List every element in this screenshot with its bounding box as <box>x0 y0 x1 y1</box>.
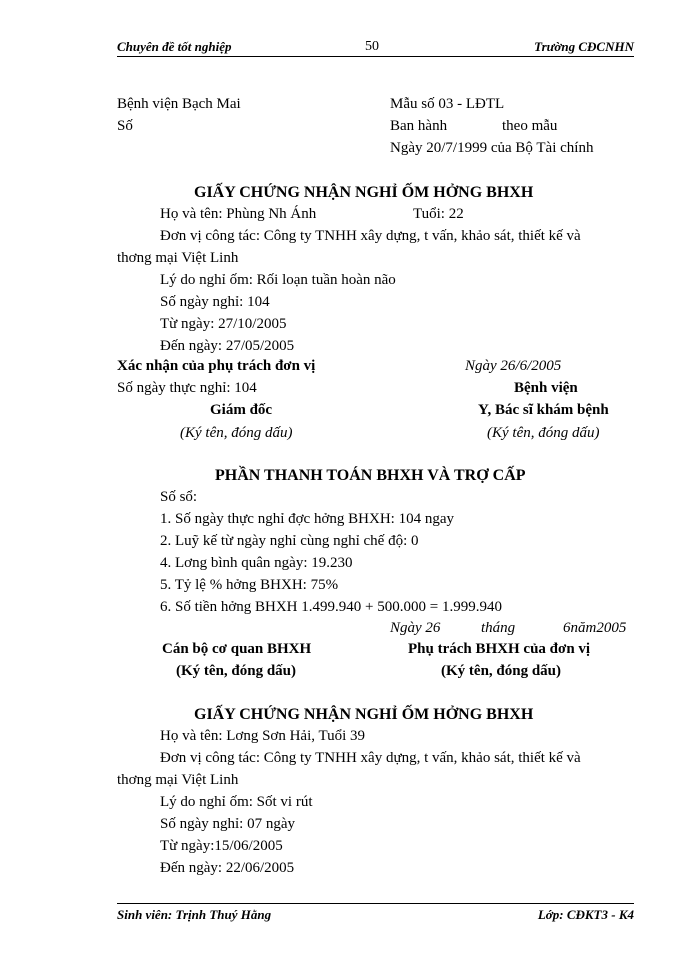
decree-date: Ngày 20/7/1999 của Bộ Tài chính <box>390 140 594 156</box>
form-number: Mẫu số 03 - LĐTL <box>390 96 505 112</box>
page-number: 50 <box>365 39 379 54</box>
cert1-unit-line2: thơng mại Việt Linh <box>117 250 239 266</box>
payment-so-so: Số sổ: <box>160 489 198 505</box>
cert2-reason: Lý do nghỉ ốm: Sốt vi rút <box>160 794 313 810</box>
cert1-doctor: Y, Bác sĩ khám bệnh <box>478 402 609 418</box>
cert1-actual-days: Số ngày thực nghỉ: 104 <box>117 380 257 396</box>
payment-right-signer: Phụ trách BHXH của đơn vị <box>408 641 591 657</box>
payment-date-month: tháng <box>481 620 516 636</box>
cert1-from: Từ ngày: 27/10/2005 <box>160 316 287 332</box>
cert1-date-signed: Ngày 26/6/2005 <box>465 358 562 374</box>
payment-item-2: 2. Luỹ kế từ ngày nghỉ cùng nghỉ chế độ: 0 <box>160 533 419 549</box>
theo-mau-label: theo mẫu <box>502 118 558 134</box>
issued-label: Ban hành <box>390 118 448 134</box>
cert1-unit-line1: Đơn vị công tác: Công ty TNHH xây dựng, t vấn, khảo sát, thiết kế và <box>160 228 581 244</box>
cert2-name: Họ và tên: Lơng Sơn Hải, Tuổi 39 <box>160 728 366 744</box>
cert1-sign-right: (Ký tên, đóng dấu) <box>487 425 600 441</box>
so-label: Số <box>117 118 133 134</box>
cert1-sign-left: (Ký tên, đóng dấu) <box>180 425 293 441</box>
cert2-unit-line2: thơng mại Việt Linh <box>117 772 239 788</box>
cert2-unit-line1: Đơn vị công tác: Công ty TNHH xây dựng, t vấn, khảo sát, thiết kế và <box>160 750 581 766</box>
payment-date-year: 6năm2005 <box>563 620 627 636</box>
cert1-days: Số ngày nghỉ: 104 <box>160 294 270 310</box>
header-right: Trường CĐCNHN <box>534 39 634 54</box>
payment-item-3: 4. Lơng bình quân ngày: 19.230 <box>160 555 353 571</box>
cert2-title: GIẤY CHỨNG NHẬN NGHỈ ỐM HỞNG BHXH <box>194 706 534 723</box>
payment-item-4: 5. Tỷ lệ % hởng BHXH: 75% <box>160 577 339 593</box>
header-left: Chuyên đề tốt nghiệp <box>117 39 232 54</box>
cert1-director: Giám đốc <box>210 402 273 418</box>
payment-sign-left: (Ký tên, đóng dấu) <box>176 663 297 679</box>
cert1-reason: Lý do nghỉ ốm: Rối loạn tuần hoàn não <box>160 272 396 288</box>
hospital-name: Bệnh viện Bạch Mai <box>117 96 241 112</box>
payment-title: PHẦN THANH TOÁN BHXH VÀ TRỢ CẤP <box>215 467 526 484</box>
cert2-from: Từ ngày:15/06/2005 <box>160 838 283 854</box>
cert2-to: Đến ngày: 22/06/2005 <box>160 860 295 876</box>
footer-left: Sinh viên: Trịnh Thuý Hằng <box>117 907 272 922</box>
payment-sign-right: (Ký tên, đóng dấu) <box>441 663 562 679</box>
cert2-days: Số ngày nghỉ: 07 ngày <box>160 816 295 832</box>
cert1-age: Tuổi: 22 <box>413 206 464 222</box>
footer-right: Lớp: CĐKT3 - K4 <box>537 907 634 922</box>
cert1-hospital-label: Bệnh viện <box>514 380 578 396</box>
cert1-to: Đến ngày: 27/05/2005 <box>160 338 295 354</box>
page-footer <box>117 903 634 924</box>
payment-left-signer: Cán bộ cơ quan BHXH <box>162 641 312 657</box>
cert1-confirm: Xác nhận của phụ trách đơn vị <box>117 358 316 374</box>
cert1-name: Họ và tên: Phùng Nh Ánh <box>160 206 317 222</box>
payment-date-day: Ngày 26 <box>390 620 441 636</box>
payment-item-5: 6. Số tiền hởng BHXH 1.499.940 + 500.000 = 1.999.940 <box>160 599 502 615</box>
payment-item-1: 1. Số ngày thực nghỉ đợc hởng BHXH: 104 ngay <box>160 511 454 527</box>
page-header <box>117 38 634 57</box>
cert1-title: GIẤY CHỨNG NHẬN NGHỈ ỐM HỞNG BHXH <box>194 184 534 201</box>
